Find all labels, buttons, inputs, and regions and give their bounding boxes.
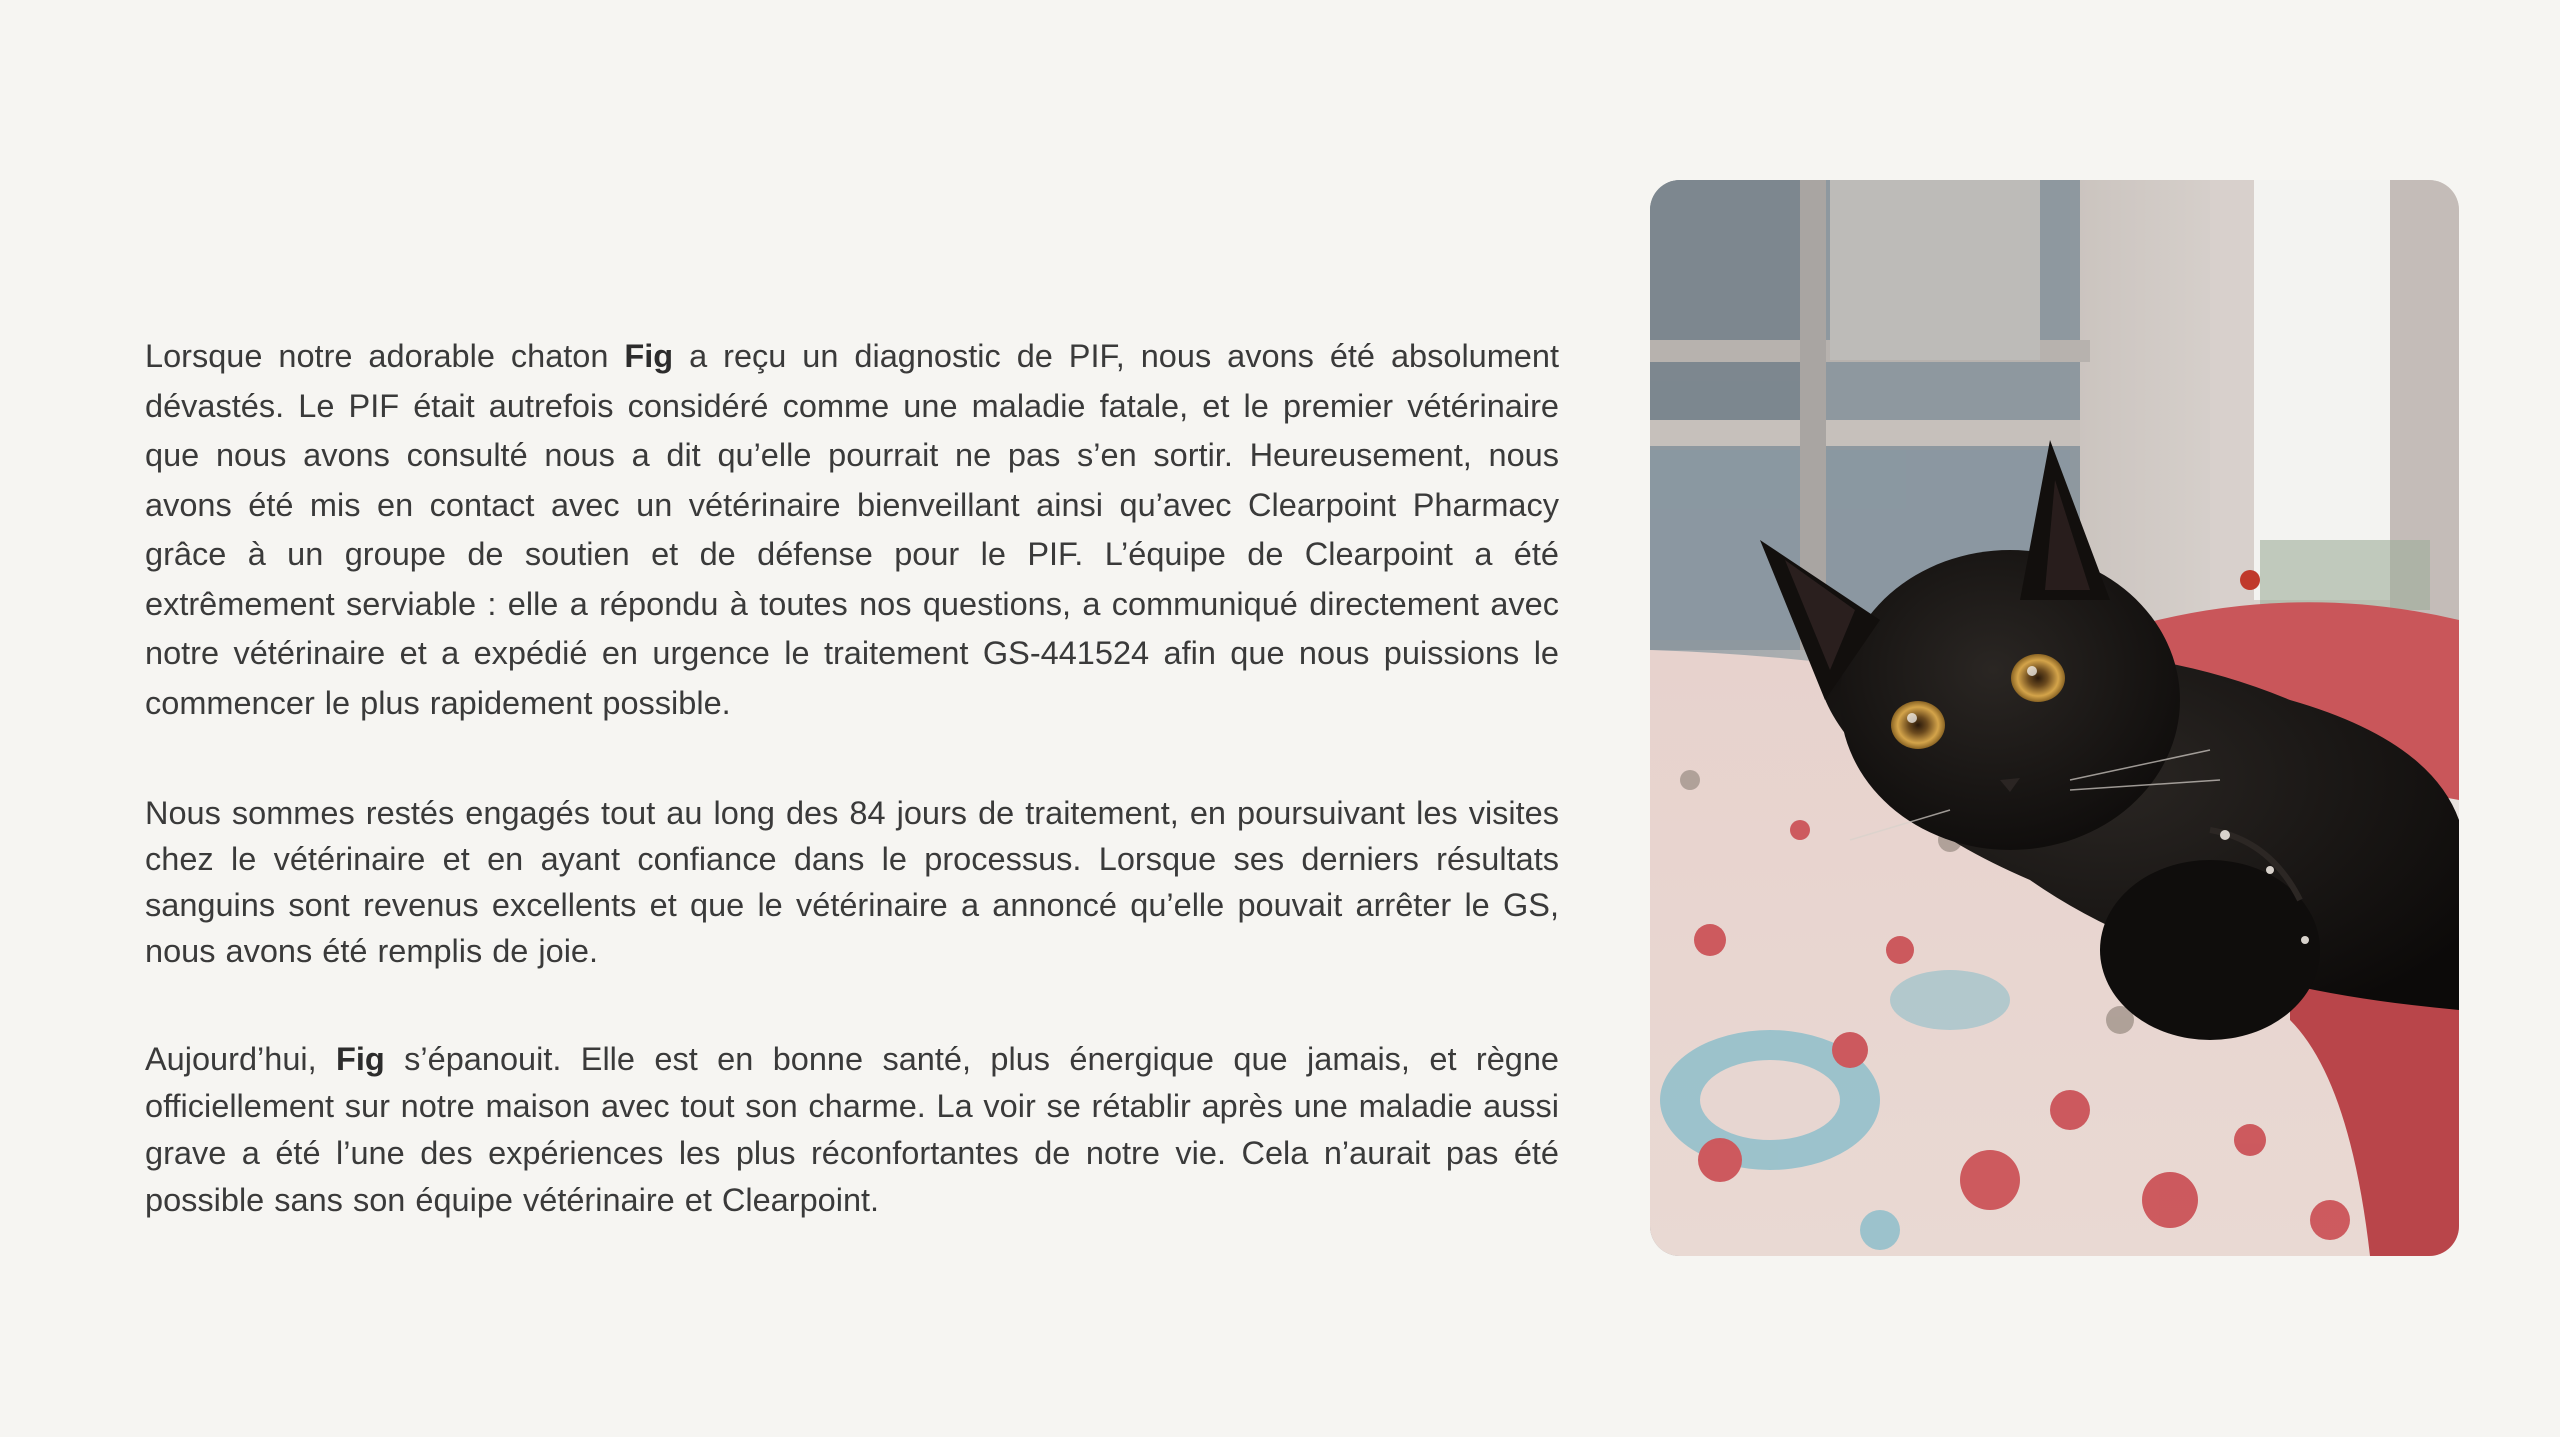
testimonial-text (145, 332, 1559, 1224)
story-paragraph-3 (145, 1036, 1559, 1224)
cat-photo-illustration (1650, 180, 2459, 1256)
p3-text-rest: s’épanouit. Elle est en bonne santé, plus énergique que jamais, et règne officiellement sur notre maison avec tout son charme. La voir se rétablir après une maladie aussi grave a été l’une des expériences les plus réconfortantes de notre vie. Cela n’aurait pas été possible sans son équipe vétérinaire et Clearpoint. (145, 1041, 1559, 1218)
story-paragraph-1 (145, 332, 1559, 728)
p3-text-start: Aujourd’hui, (145, 1041, 337, 1077)
pet-name: Fig (336, 1041, 385, 1077)
cat-photo (1650, 180, 2459, 1256)
pet-name: Fig (624, 338, 674, 374)
story-paragraph-2: Nous sommes restés engagés tout au long des 84 jours de traitement, en poursuivant les visites chez le vétérinaire et en ayant confiance dans le processus. Lorsque ses derniers résultats sanguins sont revenus excellents et que le vétérinaire a annoncé qu’elle pouvait arrêter le GS, nous avons été remplis de joie. (145, 795, 1559, 969)
p1-text-rest: a reçu un diagnostic de PIF, nous avons été absolument dévastés. Le PIF était autrefois considéré comme une maladie fatale, et le premier vétérinaire que nous avons consulté nous a dit qu’elle pourrait ne pas s’en sortir. Heureusement, nous avons été mis en contact avec un vétérinaire bienveillant ainsi qu’avec Clearpoint Pharmacy grâce à un groupe de soutien et de défense pour le PIF. L’équipe de Clearpoint a été extrêmement serviable : elle a répondu à toutes nos questions, a communiqué directement avec notre vétérinaire et a expédié en urgence le traitement GS-441524 afin que nous puissions le commencer le plus rapidement possible. (145, 338, 1559, 721)
p1-text-start: Lorsque notre adorable chaton (145, 338, 625, 374)
